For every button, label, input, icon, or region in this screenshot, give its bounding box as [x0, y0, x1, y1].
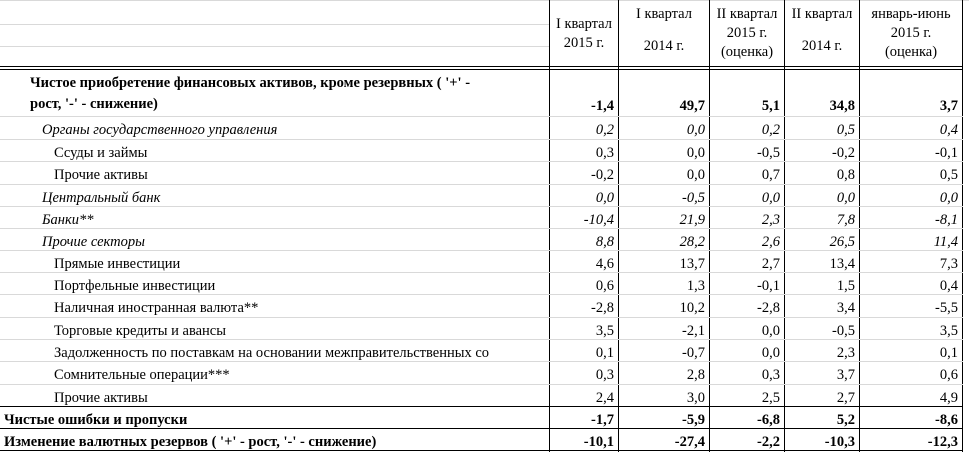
row-label: Наличная иностранная валюта**	[54, 300, 259, 316]
row-value: 7,8	[836, 212, 855, 228]
row-value: -10,3	[824, 434, 855, 450]
row-border	[0, 206, 963, 207]
col-header-q1-2015-line1: I квартал	[556, 16, 612, 32]
row-value: 2,3	[836, 345, 855, 361]
row-value: -0,5	[757, 145, 780, 161]
col-header-q2-2014-line2: 2014 г.	[801, 38, 843, 54]
row-border	[0, 250, 963, 251]
row-value: 49,7	[679, 98, 705, 114]
row-value: 3,7	[836, 367, 855, 383]
row-label: Органы государственного управления	[42, 122, 278, 138]
row-value: 1,3	[686, 278, 705, 294]
row-label: Торговые кредиты и авансы	[54, 323, 226, 339]
row-value: 0,6	[939, 367, 958, 383]
total-border	[0, 450, 963, 451]
row-value: 3,7	[939, 98, 958, 114]
row-border	[0, 116, 963, 117]
row-value: 0,0	[939, 190, 958, 206]
row-label: Прямые инвестиции	[54, 256, 181, 272]
row-border	[0, 161, 963, 162]
row-label: Прочие активы	[54, 167, 148, 183]
row-value: 4,6	[595, 256, 614, 272]
header-border	[0, 69, 963, 70]
row-label: Прочие активы	[54, 390, 148, 406]
row-value: 0,0	[686, 122, 705, 138]
row-value: 1,5	[836, 278, 855, 294]
row-border	[0, 272, 963, 273]
col-header-q1-2014	[619, 5, 709, 60]
row-value: -8,1	[935, 212, 958, 228]
grid-line	[0, 0, 969, 1]
row-border	[0, 361, 963, 362]
row-value: -0,5	[682, 190, 705, 206]
row-value: 2,3	[761, 212, 780, 228]
col-header-jan-jun-2015	[860, 5, 962, 67]
row-value: 5,2	[836, 412, 855, 428]
row-value: 0,0	[761, 323, 780, 339]
row-value: 2,7	[761, 256, 780, 272]
row-value: -0,5	[832, 323, 855, 339]
row-value: -10,4	[583, 212, 614, 228]
row-value: 0,7	[761, 167, 780, 183]
row-value: 0,2	[761, 122, 780, 138]
row-value: 0,3	[595, 367, 614, 383]
row-label-line1: Чистое приобретение финансовых активов, кроме резервных ( '+' -	[30, 75, 471, 91]
col-header-q2-2014-line1: II квартал	[791, 6, 853, 22]
row-value: 3,0	[686, 390, 705, 406]
row-label: Банки**	[42, 212, 94, 228]
row-value: -5,5	[935, 300, 958, 316]
row-label	[28, 70, 549, 115]
row-value: 34,8	[829, 98, 855, 114]
row-value: -0,2	[591, 167, 614, 183]
row-border	[0, 228, 963, 229]
row-label: Центральный банк	[42, 190, 161, 206]
row-value: 0,6	[595, 278, 614, 294]
row-border	[0, 317, 963, 318]
col-header-jan-jun-2015-line3: (оценка)	[884, 44, 938, 60]
row-value: 0,0	[686, 145, 705, 161]
row-value: 0,3	[595, 145, 614, 161]
row-value: -12,3	[927, 434, 958, 450]
row-value: 3,5	[939, 323, 958, 339]
total-border	[0, 428, 963, 429]
row-value: 2,7	[836, 390, 855, 406]
total-border	[0, 406, 963, 407]
col-header-q2-2015	[710, 5, 784, 67]
row-label: Сомнительные операции***	[54, 367, 230, 383]
row-value: 28,2	[679, 234, 705, 250]
row-value: -0,1	[935, 145, 958, 161]
row-value: -10,1	[583, 434, 614, 450]
row-value: 3,5	[595, 323, 614, 339]
row-value: 2,8	[686, 367, 705, 383]
row-label-line2: рост, '-' - снижение)	[30, 96, 158, 112]
row-value: -6,8	[757, 412, 780, 428]
row-value: 13,4	[829, 256, 855, 272]
row-value: -8,6	[935, 412, 958, 428]
row-label: Изменение валютных резервов ( '+' - рост, '-' - снижение)	[4, 434, 377, 450]
row-value: 0,8	[836, 167, 855, 183]
row-value: 0,1	[939, 345, 958, 361]
row-value: 0,2	[595, 122, 614, 138]
col-header-q1-2014-line1: I квартал	[636, 6, 692, 22]
grid-line	[0, 24, 550, 25]
row-value: 3,4	[836, 300, 855, 316]
row-label: Ссуды и займы	[54, 145, 148, 161]
col-header-q1-2015-line2: 2015 г.	[563, 35, 605, 51]
row-value: -1,4	[591, 98, 614, 114]
row-value: 0,5	[836, 122, 855, 138]
header-border	[0, 66, 963, 67]
grid-line	[0, 46, 550, 47]
row-value: -2,8	[757, 300, 780, 316]
row-border	[0, 294, 963, 295]
row-value: 2,6	[761, 234, 780, 250]
row-value: 8,8	[595, 234, 614, 250]
col-header-q2-2015-line1: II квартал	[716, 6, 778, 22]
row-value: -2,8	[591, 300, 614, 316]
col-header-q1-2015	[550, 15, 618, 60]
row-value: 5,1	[761, 98, 780, 114]
row-label: Портфельные инвестиции	[54, 278, 216, 294]
row-value: 0,4	[939, 122, 958, 138]
row-value: -27,4	[674, 434, 705, 450]
col-header-q2-2015-line2: 2015 г.	[726, 25, 768, 41]
row-value: -1,7	[591, 412, 614, 428]
row-value: -2,1	[682, 323, 705, 339]
col-header-jan-jun-2015-line2: 2015 г.	[890, 25, 932, 41]
col-header-q2-2014	[785, 5, 859, 60]
row-border	[0, 139, 963, 140]
row-value: 2,5	[761, 390, 780, 406]
row-value: -0,2	[832, 145, 855, 161]
row-value: 21,9	[679, 212, 705, 228]
row-value: 0,0	[761, 345, 780, 361]
col-header-q2-2015-line3: (оценка)	[720, 44, 774, 60]
row-value: 0,0	[836, 190, 855, 206]
row-border	[0, 184, 963, 185]
row-value: 26,5	[829, 234, 855, 250]
row-value: -5,9	[682, 412, 705, 428]
row-label: Прочие секторы	[42, 234, 145, 250]
col-header-jan-jun-2015-line1: январь-июнь	[871, 6, 951, 22]
row-value: 0,0	[761, 190, 780, 206]
row-value: -0,7	[682, 345, 705, 361]
col-header-q1-2014-line2: 2014 г.	[643, 38, 685, 54]
row-value: 13,7	[679, 256, 705, 272]
row-value: 2,4	[595, 390, 614, 406]
row-value: 11,4	[933, 234, 958, 250]
row-value: 0,1	[595, 345, 614, 361]
row-value: -0,1	[757, 278, 780, 294]
row-label: Чистые ошибки и пропуски	[4, 412, 188, 428]
row-value: 7,3	[939, 256, 958, 272]
row-value: 4,9	[939, 390, 958, 406]
row-border	[0, 384, 963, 385]
row-value: 0,0	[595, 190, 614, 206]
row-label: Задолженность по поставкам на основании межправительственных со	[54, 345, 490, 361]
row-value: 0,3	[761, 367, 780, 383]
row-value: 0,0	[686, 167, 705, 183]
row-value: 10,2	[679, 300, 705, 316]
row-value: -2,2	[757, 434, 780, 450]
row-border	[0, 339, 963, 340]
row-value: 0,4	[939, 278, 958, 294]
row-value: 0,5	[939, 167, 958, 183]
